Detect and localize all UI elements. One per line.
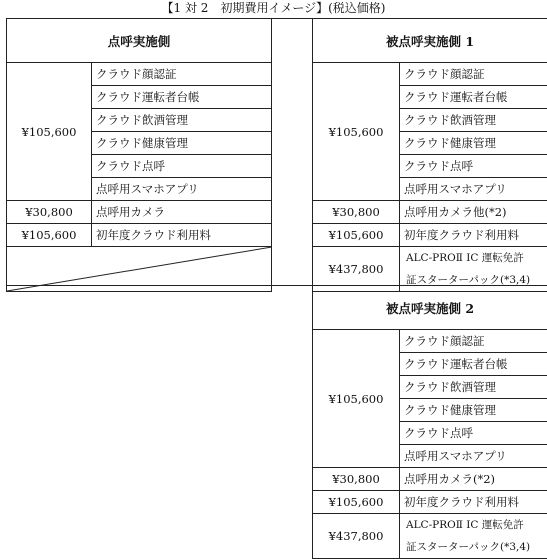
list-item: クラウド飲酒管理 — [92, 109, 272, 132]
list-item: クラウド顔認証 — [400, 330, 547, 353]
price-cell: ¥30,800 — [7, 201, 92, 224]
right-table-2 — [312, 285, 547, 559]
alc-line-2: 証スターターパック(*3,4) — [406, 536, 547, 558]
right-table-1 — [312, 18, 547, 292]
left-header: 点呼実施側 — [7, 19, 272, 63]
item-cell — [400, 514, 547, 559]
list-item: クラウド健康管理 — [400, 132, 547, 155]
item-cell: 点呼用カメラ — [92, 201, 272, 224]
list-item: クラウド飲酒管理 — [400, 109, 547, 132]
group-price: ¥105,600 — [313, 63, 400, 201]
left-table — [6, 18, 272, 292]
column-divider — [6, 285, 313, 286]
list-item: 点呼用スマホアプリ — [400, 445, 547, 468]
list-item: クラウド点呼 — [400, 155, 547, 178]
price-cell: ¥437,800 — [313, 514, 400, 559]
right1-header: 被点呼実施側 1 — [313, 19, 547, 63]
price-cell: ¥105,600 — [313, 224, 400, 247]
list-item: クラウド飲酒管理 — [400, 376, 547, 399]
table-row — [7, 201, 272, 224]
list-item: クラウド点呼 — [400, 422, 547, 445]
price-cell: ¥105,600 — [7, 224, 92, 247]
group-price: ¥105,600 — [7, 63, 92, 201]
list-item: クラウド健康管理 — [400, 399, 547, 422]
item-cell: 点呼用カメラ(*2) — [400, 468, 547, 491]
table-row — [313, 224, 547, 247]
list-item: 点呼用スマホアプリ — [92, 178, 272, 201]
list-item: クラウド運転者台帳 — [92, 86, 272, 109]
item-cell: 初年度クラウド利用料 — [400, 491, 547, 514]
list-item: クラウド健康管理 — [92, 132, 272, 155]
table-row — [313, 330, 547, 353]
table-row — [7, 224, 272, 247]
alc-line-1: ALC-PROⅡ IC 運転免許 — [406, 514, 547, 536]
table-row — [7, 63, 272, 86]
group-price: ¥105,600 — [313, 330, 400, 468]
right2-header: 被点呼実施側 2 — [313, 286, 547, 330]
price-cell: ¥30,800 — [313, 201, 400, 224]
list-item: クラウド運転者台帳 — [400, 353, 547, 376]
list-item: クラウド顔認証 — [400, 63, 547, 86]
alc-line-1: ALC-PROⅡ IC 運転免許 — [406, 247, 547, 269]
list-item: クラウド点呼 — [92, 155, 272, 178]
list-item: 点呼用スマホアプリ — [400, 178, 547, 201]
list-item: クラウド顔認証 — [92, 63, 272, 86]
item-cell: 初年度クラウド利用料 — [92, 224, 272, 247]
table-row — [313, 491, 547, 514]
table-row — [313, 63, 547, 86]
list-item: クラウド運転者台帳 — [400, 86, 547, 109]
price-cell: ¥105,600 — [313, 491, 400, 514]
price-cell: ¥437,800 — [313, 247, 400, 292]
page-title: 【1 対 2 初期費用イメージ】(税込価格) — [0, 0, 547, 18]
item-cell: 初年度クラウド利用料 — [400, 224, 547, 247]
column-divider — [271, 18, 313, 286]
price-cell: ¥30,800 — [313, 468, 400, 491]
alc-line-2: 証スターターパック(*3,4) — [406, 269, 547, 291]
table-row — [313, 201, 547, 224]
table-row — [313, 514, 547, 559]
table-row — [313, 468, 547, 491]
item-cell: 点呼用カメラ他(*2) — [400, 201, 547, 224]
